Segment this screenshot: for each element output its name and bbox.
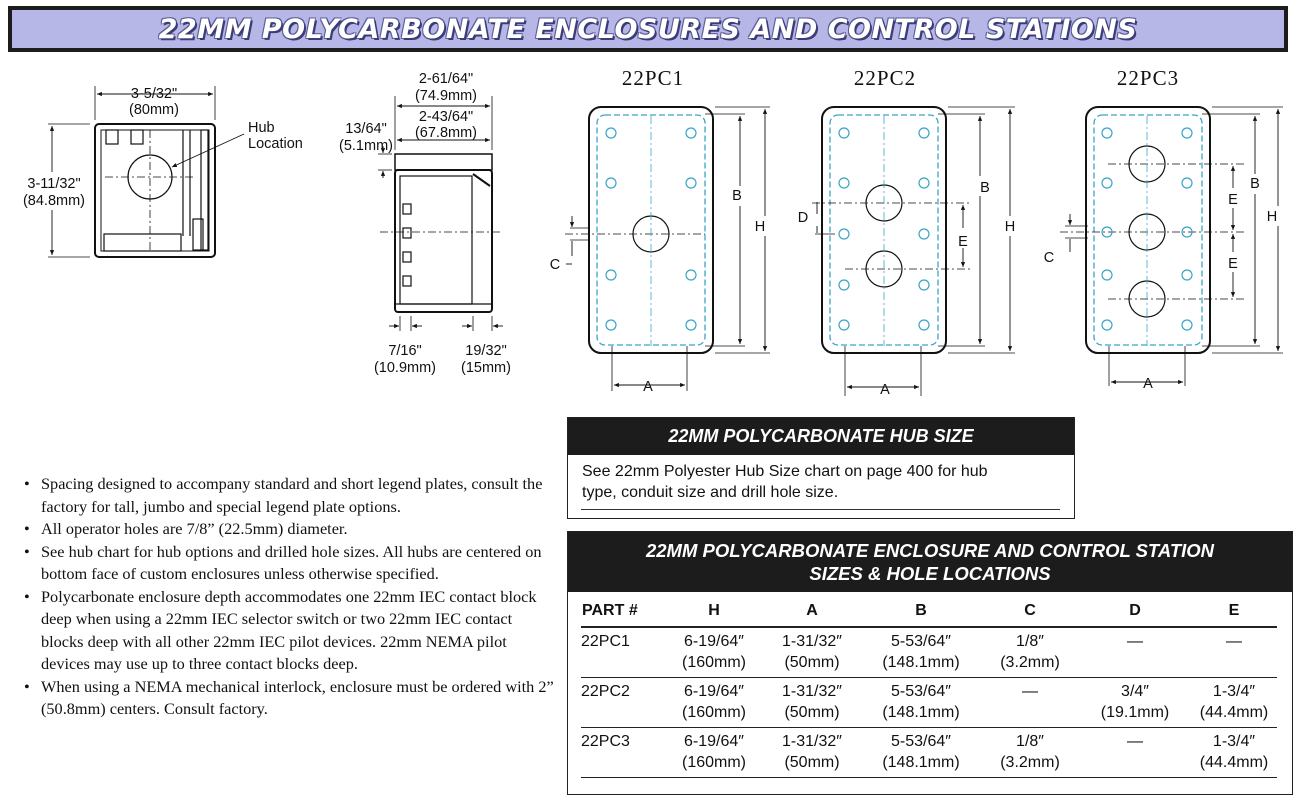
side-bottom-left-mm: (10.9mm) [373, 360, 437, 376]
label-h-22pc1: H [754, 219, 766, 235]
hub-size-title: 22MM POLYCARBONATE HUB SIZE [568, 418, 1074, 455]
cell-c-mm: (3.2mm) [1000, 654, 1060, 671]
cell-e [1191, 728, 1277, 778]
page-banner [8, 6, 1288, 52]
front-width-mm: (80mm) [129, 102, 179, 118]
hub-location-label-1: Hub [248, 120, 275, 136]
list-item: • When using a NEMA mechanical interlock, enclosure must be ordered with 2” (50.8mm) centers. Consult factory. [24, 676, 554, 721]
size-table-title [568, 532, 1292, 592]
col-header-part: PART # [581, 596, 665, 627]
hub-location-label-2: Location [248, 136, 303, 152]
label-a-22pc3: A [1143, 376, 1153, 392]
label-c-22pc3: C [1043, 250, 1055, 266]
cell-b [861, 678, 981, 728]
cell-h [665, 728, 763, 778]
cell-e-in: 1-3/4″ [1212, 733, 1256, 750]
side-bottom-left-in: 7/16" [388, 343, 422, 359]
cell-h-in: 6-19/64″ [684, 683, 744, 700]
cell-a-mm: (50mm) [784, 654, 840, 671]
cell-a [763, 678, 861, 728]
label-b-22pc3: B [1250, 176, 1260, 192]
side-bottom-right-in: 19/32" [465, 343, 507, 359]
label-b-22pc2: B [980, 180, 990, 196]
cell-e-in: — [1226, 633, 1242, 650]
cell-a [763, 728, 861, 778]
cell-d-in: — [1127, 733, 1143, 750]
cell-a-in: 1-31/32″ [782, 683, 842, 700]
cell-d [1079, 678, 1191, 728]
cell-b-mm: (148.1mm) [882, 704, 960, 721]
cell-h [665, 678, 763, 728]
cell-b-in: 5-53/64″ [891, 633, 951, 650]
label-e1-22pc3: E [1228, 192, 1238, 208]
cell-a-in: 1-31/32″ [782, 733, 842, 750]
front-height-mm: (84.8mm) [22, 193, 86, 209]
notes-list [24, 473, 554, 721]
label-b-22pc1: B [732, 188, 742, 204]
size-table-panel [567, 531, 1293, 795]
cell-c [981, 627, 1079, 678]
model-label-22pc3: 22PC3 [1116, 66, 1180, 90]
cell-b-mm: (148.1mm) [882, 754, 960, 771]
divider [581, 509, 1060, 510]
table-row [581, 728, 1277, 778]
cell-a-mm: (50mm) [784, 704, 840, 721]
cell-h-mm: (160mm) [681, 704, 746, 721]
cell-part: 22PC2 [581, 678, 665, 728]
table-row [581, 627, 1277, 678]
cell-d-mm: (19.1mm) [1100, 704, 1170, 721]
banner-inner [12, 10, 1284, 48]
cell-h-mm: (160mm) [681, 654, 746, 671]
cell-c [981, 728, 1079, 778]
hub-size-text [568, 455, 1074, 503]
label-a-22pc2: A [880, 382, 890, 398]
cell-e-in: 1-3/4″ [1212, 683, 1256, 700]
enclosure-drawing-22pc2 [812, 107, 1015, 396]
col-header-d: D [1079, 596, 1191, 627]
size-table-title-line-2: SIZES & HOLE LOCATIONS [809, 563, 1051, 584]
side-lip-in: 13/64" [345, 121, 387, 137]
cell-h-in: 6-19/64″ [684, 733, 744, 750]
page-title: 22MM POLYCARBONATE ENCLOSURES AND CONTROL STATIONS [158, 13, 1138, 45]
cell-b [861, 728, 981, 778]
cell-e-mm: (44.4mm) [1199, 754, 1269, 771]
label-e-22pc2: E [958, 234, 968, 250]
col-header-b: B [861, 596, 981, 627]
cell-part: 22PC1 [581, 627, 665, 678]
hub-size-panel [567, 417, 1075, 519]
cell-c [981, 678, 1079, 728]
side-inner-in: 2-43/64" [418, 109, 474, 125]
cell-h-mm: (160mm) [681, 754, 746, 771]
cell-d [1079, 627, 1191, 678]
cell-d [1079, 728, 1191, 778]
cell-e [1191, 627, 1277, 678]
hub-size-text-line-2: type, conduit size and drill hole size. [582, 484, 839, 501]
cell-a-mm: (50mm) [784, 754, 840, 771]
cell-c-in: 1/8″ [1016, 633, 1044, 650]
cell-a [763, 627, 861, 678]
col-header-a: A [763, 596, 861, 627]
enclosure-drawing-22pc1 [565, 107, 770, 391]
label-d-22pc2: D [797, 210, 809, 226]
cell-c-in: — [1022, 683, 1038, 700]
list-item: • All operator holes are 7/8” (22.5mm) diameter. [24, 518, 554, 541]
cell-d-in: — [1127, 633, 1143, 650]
label-e2-22pc3: E [1228, 256, 1238, 272]
col-header-e: E [1191, 596, 1277, 627]
cell-b-in: 5-53/64″ [891, 683, 951, 700]
side-overall-in: 2-61/64" [418, 71, 474, 87]
list-item: • Polycarbonate enclosure depth accommodates one 22mm IEC contact block deep when using a 22mm IEC selector switch or two 22mm IEC contact blocks deep with all other 22mm IEC pilot devices. 22mm NEMA pilot devices may use up to three contact blocks deep. [24, 586, 554, 676]
cell-h-in: 6-19/64″ [684, 633, 744, 650]
cell-d-in: 3/4″ [1121, 683, 1149, 700]
cell-c-in: 1/8″ [1016, 733, 1044, 750]
side-bottom-right-mm: (15mm) [461, 360, 511, 376]
hub-size-text-line-1: See 22mm Polyester Hub Size chart on page 400 for hub [582, 463, 988, 480]
cell-b-mm: (148.1mm) [882, 654, 960, 671]
cell-part: 22PC3 [581, 728, 665, 778]
label-h-22pc3: H [1266, 209, 1278, 225]
cell-a-in: 1-31/32″ [782, 633, 842, 650]
list-item: • Spacing designed to accompany standard and short legend plates, consult the factory for tall, jumbo and special legend plate options. [24, 473, 554, 518]
cell-b [861, 627, 981, 678]
list-item: • See hub chart for hub options and drilled hole sizes. All hubs are centered on bottom face of custom enclosures unless otherwise specified. [24, 541, 554, 586]
table-header-row [581, 596, 1277, 627]
cell-b-in: 5-53/64″ [891, 733, 951, 750]
col-header-c: C [981, 596, 1079, 627]
side-overall-mm: (74.9mm) [414, 88, 478, 104]
label-h-22pc2: H [1004, 219, 1016, 235]
enclosure-drawing-22pc3 [1060, 107, 1283, 386]
dimension-drawings [0, 56, 1306, 466]
size-table [581, 596, 1277, 778]
col-header-h: H [665, 596, 763, 627]
front-width-in: 3-5/32" [130, 86, 178, 102]
side-lip-mm: (5.1mm) [339, 138, 393, 154]
model-label-22pc1: 22PC1 [621, 66, 685, 90]
side-inner-mm: (67.8mm) [414, 125, 478, 141]
size-table-title-line-1: 22MM POLYCARBONATE ENCLOSURE AND CONTROL STATION [645, 540, 1215, 561]
model-label-22pc2: 22PC2 [853, 66, 917, 90]
cell-h [665, 627, 763, 678]
label-c-22pc1: C [549, 257, 561, 273]
front-height-in: 3-11/32" [27, 176, 81, 192]
cell-e [1191, 678, 1277, 728]
label-a-22pc1: A [643, 379, 653, 395]
cell-c-mm: (3.2mm) [1000, 754, 1060, 771]
table-row [581, 678, 1277, 728]
cell-e-mm: (44.4mm) [1199, 704, 1269, 721]
